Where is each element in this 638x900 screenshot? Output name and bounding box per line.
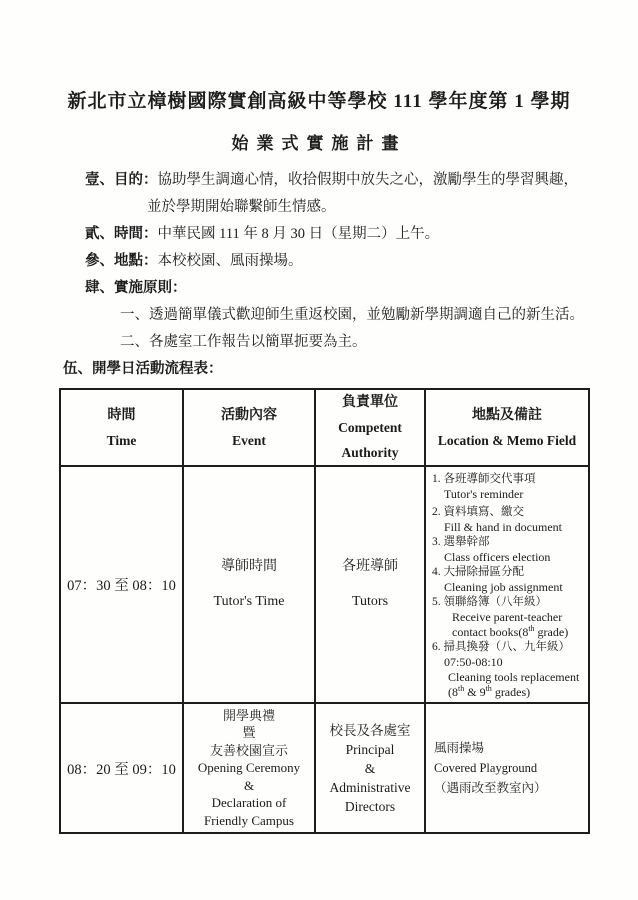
row2-authority-line-5: Directors bbox=[344, 798, 396, 814]
row2-memo bbox=[426, 738, 588, 798]
memo-item-6-en-2 bbox=[448, 685, 584, 700]
header-event-en: Event bbox=[232, 432, 266, 448]
row1-authority-cell bbox=[315, 466, 425, 703]
memo-item-4-zh: 4. 大掃除掃區分配 bbox=[432, 566, 524, 578]
memo-item-6-en-2b: & 9 bbox=[464, 685, 486, 699]
header-time bbox=[60, 389, 183, 466]
memo-item-5-en-2a: contact books(8 bbox=[452, 625, 529, 639]
memo-item-6-zh: 6. 掃具換發（八、九年級） bbox=[432, 641, 570, 653]
purpose-label: 壹、目的： bbox=[85, 172, 158, 188]
header-authority-zh: 負責單位 bbox=[342, 395, 398, 410]
header-authority-en-2: Authority bbox=[341, 445, 399, 460]
row1-time: 07：30 至 08：10 bbox=[67, 578, 176, 594]
header-memo-en: Location & Memo Field bbox=[437, 432, 577, 448]
section-principles-label bbox=[85, 275, 638, 302]
memo-item-3-zh: 3. 選舉幹部 bbox=[432, 536, 490, 548]
schedule-table bbox=[59, 388, 590, 834]
superscript-th: th bbox=[528, 624, 535, 633]
memo-item-2-en: Fill & hand in document bbox=[444, 520, 562, 534]
memo-item-1-zh: 1. 各班導師交代事項 bbox=[432, 473, 536, 485]
section-purpose-line-2 bbox=[147, 194, 638, 221]
section-place bbox=[85, 248, 638, 275]
row2-time: 08：20 至 09：10 bbox=[67, 761, 176, 778]
memo-item-5-en-1: Receive parent-teacher bbox=[452, 610, 563, 624]
memo-item-6-en-2a: (8 bbox=[448, 685, 458, 699]
memo-item-3 bbox=[432, 535, 584, 565]
memo-item-4 bbox=[432, 565, 584, 595]
table-row-tutor-time bbox=[60, 466, 589, 703]
memo-item-6-en-1: Cleaning tools replacement bbox=[448, 670, 580, 684]
row2-authority-cell bbox=[315, 703, 425, 833]
table-header-row bbox=[60, 389, 589, 466]
row2-event-line-4: Opening Ceremony bbox=[197, 760, 301, 776]
section-schedule-label bbox=[63, 356, 638, 383]
row2-event-line-1: 開學典禮 bbox=[222, 708, 275, 724]
memo-item-2-zh: 2. 資料填寫、繳交 bbox=[432, 506, 524, 518]
memo-item-5-en-2b: grade) bbox=[534, 625, 569, 639]
memo-item-6-en-2c: grades) bbox=[491, 685, 531, 699]
row2-event-line-5: & bbox=[243, 777, 255, 793]
memo-item-6 bbox=[432, 640, 584, 700]
time-text: 中華民國 111 年 8 月 30 日（星期二）上午。 bbox=[157, 226, 440, 242]
row1-memo-list bbox=[426, 467, 588, 702]
row2-memo-line-1: 風雨操場 bbox=[434, 741, 485, 755]
principle-item-2: 二、各處室工作報告以簡單扼要為主。 bbox=[120, 334, 367, 350]
memo-item-5-en-2 bbox=[452, 625, 584, 640]
purpose-text-2: 並於學期開始聯繫師生情感。 bbox=[147, 199, 336, 215]
row2-authority-line-4: Administrative bbox=[329, 779, 411, 795]
row2-authority-line-1: 校長及各處室 bbox=[329, 722, 411, 738]
row1-authority-en: Tutors bbox=[351, 594, 389, 609]
place-text: 本校校園、風雨操場。 bbox=[157, 253, 303, 269]
row2-event-line-7: Friendly Campus bbox=[204, 812, 294, 828]
row2-memo-line-3: （遇雨改至教室內） bbox=[434, 781, 547, 795]
header-memo-zh: 地點及備註 bbox=[472, 407, 542, 423]
row2-authority-line-2: Principal bbox=[345, 741, 395, 757]
purpose-text-1: 協助學生調適心情，收拾假期中放失之心，激勵學生的學習興趣， bbox=[157, 172, 578, 188]
row2-time-cell bbox=[60, 703, 183, 833]
row2-memo-cell bbox=[425, 703, 589, 833]
row1-time-cell bbox=[60, 466, 183, 703]
superscript-th: th bbox=[458, 684, 465, 693]
place-label: 參、地點： bbox=[85, 253, 158, 269]
memo-item-3-en: Class officers election bbox=[444, 550, 551, 564]
header-event bbox=[183, 389, 315, 466]
principles-label: 肆、實施原則： bbox=[85, 280, 187, 296]
table-row-opening-ceremony bbox=[60, 703, 589, 833]
document-body bbox=[0, 167, 638, 383]
section-purpose-line-1 bbox=[85, 167, 638, 194]
row1-event-cell bbox=[183, 466, 315, 703]
row2-event-line-3: 友善校園宣示 bbox=[209, 742, 288, 758]
document-title: 新北市立樟樹國際實創高級中等學校 111 學年度第 1 學期 bbox=[67, 91, 571, 112]
row1-memo-cell bbox=[425, 466, 589, 703]
row1-event-en: Tutor's Time bbox=[213, 594, 285, 609]
memo-item-5-zh: 5. 領聯絡簿（八年級） bbox=[432, 596, 547, 608]
row1-event-zh: 導師時間 bbox=[221, 559, 277, 574]
row2-event-line-2: 暨 bbox=[242, 725, 256, 741]
header-authority bbox=[315, 389, 425, 466]
document-subtitle: 始業式實施計畫 bbox=[231, 134, 407, 153]
row1-authority-zh: 各班導師 bbox=[342, 559, 398, 574]
schedule-label: 伍、開學日活動流程表： bbox=[63, 361, 223, 377]
memo-item-4-en: Cleaning job assignment bbox=[444, 580, 563, 594]
header-time-zh: 時間 bbox=[107, 407, 136, 423]
superscript-th: th bbox=[485, 684, 492, 693]
header-authority-en-1: Competent bbox=[338, 420, 402, 435]
row2-memo-line-2: Covered Playground bbox=[434, 761, 538, 775]
memo-item-1 bbox=[432, 472, 584, 502]
header-memo bbox=[425, 389, 589, 466]
row2-event-line-6: Declaration of bbox=[211, 795, 287, 811]
section-time bbox=[85, 221, 638, 248]
time-label: 貳、時間： bbox=[85, 226, 158, 242]
memo-item-6-time: 07:50-08:10 bbox=[444, 655, 503, 669]
header-event-zh: 活動內容 bbox=[221, 407, 277, 423]
memo-item-1-en: Tutor's reminder bbox=[444, 487, 524, 501]
row2-authority-line-3: & bbox=[364, 760, 376, 776]
row2-event-cell bbox=[183, 703, 315, 833]
principle-item-1: 一、透過簡單儀式歡迎師生重返校園，並勉勵新學期調適自己的新生活。 bbox=[120, 307, 584, 323]
memo-item-2 bbox=[432, 505, 584, 535]
memo-item-5 bbox=[432, 595, 584, 640]
header-time-en: Time bbox=[106, 432, 137, 448]
